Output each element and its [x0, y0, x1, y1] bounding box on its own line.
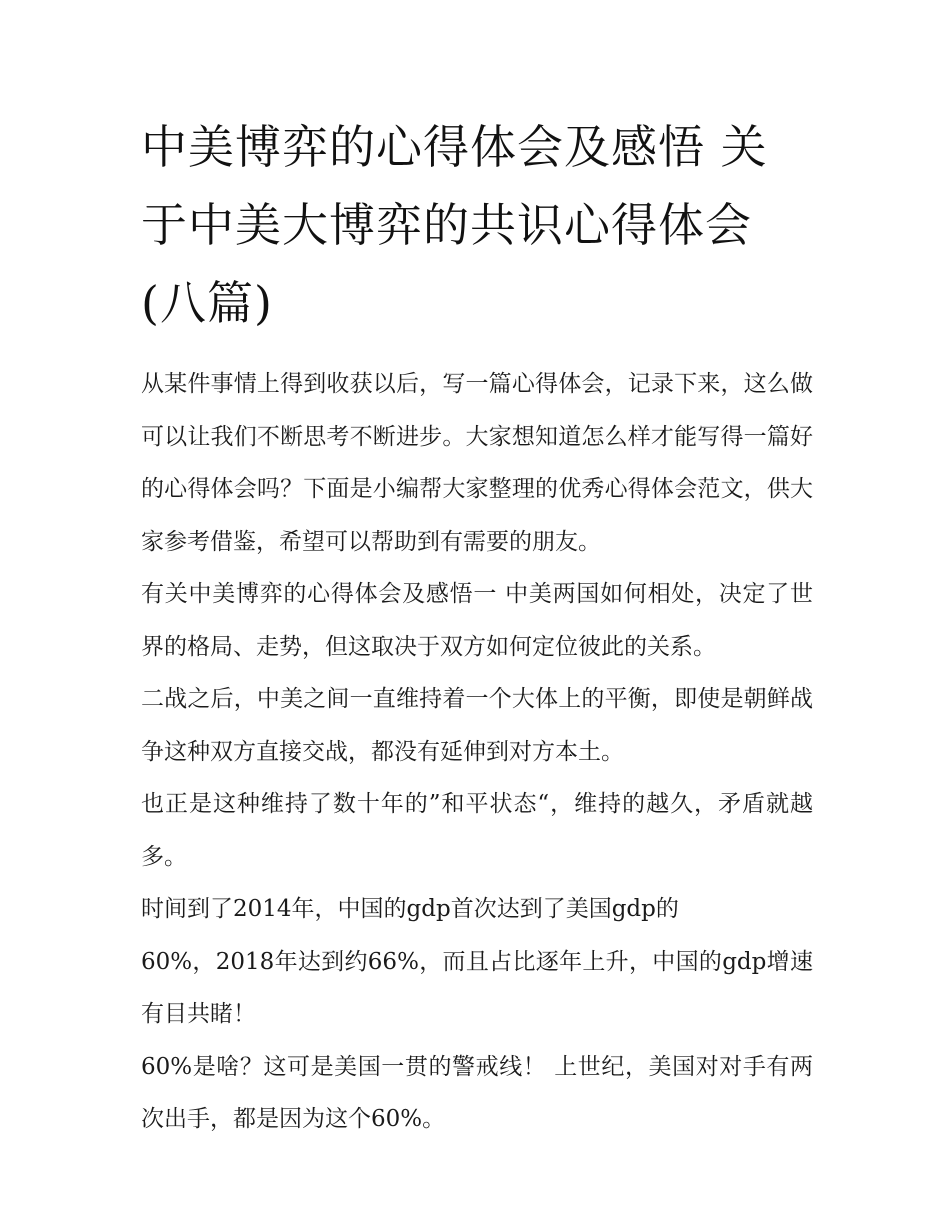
document-title: 中美博弈的心得体会及感悟 关于中美大博弈的共识心得体会(八篇) — [141, 120, 768, 330]
document-body — [141, 358, 813, 1146]
paragraph-3: 也正是这种维持了数十年的”和平状态“，维持的越久，矛盾就越多。 — [141, 791, 813, 870]
document-page — [141, 108, 813, 1146]
paragraph-1: 有关中美博弈的心得体会及感悟一 中美两国如何相处，决定了世界的格局、走势，但这取决于双方如何定位彼此的关系。 — [141, 581, 813, 660]
paragraph-5: 60%，2018年达到约66%，而且占比逐年上升，中国的gdp增速有目共睹！ — [141, 948, 813, 1027]
paragraph-4: 时间到了2014年，中国的gdp首次达到了美国gdp的 — [141, 896, 679, 922]
paragraph-intro: 从某件事情上得到收获以后，写一篇心得体会，记录下来，这么做可以让我们不断思考不断进步。大家想知道怎么样才能写得一篇好的心得体会吗？下面是小编帮大家整理的优秀心得体会范文，供大家参考借鉴，希望可以帮助到有需要的朋友。 — [141, 371, 813, 555]
paragraph-2: 二战之后，中美之间一直维持着一个大体上的平衡，即使是朝鲜战争这种双方直接交战，都没有延伸到对方本土。 — [141, 686, 813, 765]
paragraph-6: 60%是啥？这可是美国一贯的警戒线！ 上世纪，美国对对手有两次出手，都是因为这个60%。 — [141, 1053, 813, 1132]
